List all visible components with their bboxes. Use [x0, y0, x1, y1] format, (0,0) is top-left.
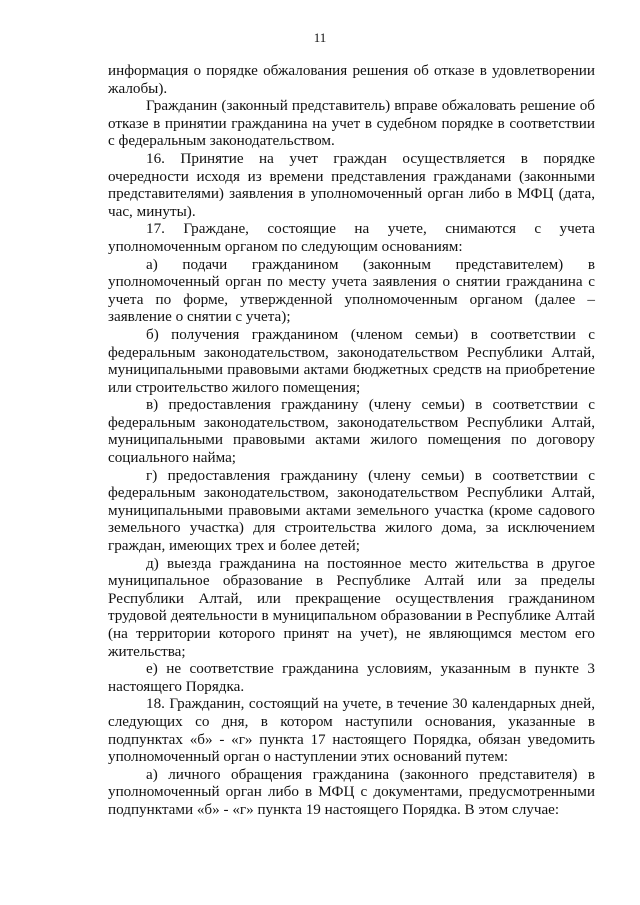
paragraph-16: 16. Принятие на учет граждан осуществляется в порядке очередности исходя из времени представления гражданами (законными представителями) заявления в уполномоченный орган либо в МФЦ (дата, час, минуты).	[108, 149, 595, 220]
paragraph-continuation: информация о порядке обжалования решения об отказе в удовлетворении жалобы).	[108, 62, 595, 97]
paragraph-17: 17. Граждане, состоящие на учете, снимаются с учета уполномоченным органом по следующим основаниям:	[108, 220, 595, 255]
paragraph-17-g: г) предоставления гражданину (члену семьи) в соответствии с федеральным законодательством, законодательством Республики Алтай, муниципальными правовыми актами земельного участка (кроме садового земельного участка) для строительства жилого дома, за исключением граждан, имеющих трех и более детей;	[108, 466, 595, 555]
paragraph-18-a: а) личного обращения гражданина (законного представителя) в уполномоченный орган либо в МФЦ с документами, предусмотренными подпунктами «б» - «г» пункта 19 настоящего Порядка. В этом случае:	[108, 765, 595, 818]
paragraph-17-e: е) не соответствие гражданина условиям, указанным в пункте 3 настоящего Порядка.	[108, 660, 595, 695]
document-body	[108, 62, 595, 819]
paragraph-appeal-right: Гражданин (законный представитель) вправе обжаловать решение об отказе в принятии гражданина на учет в судебном порядке в соответствии с федеральным законодательством.	[108, 97, 595, 150]
paragraph-17-d: д) выезда гражданина на постоянное место жительства в другое муниципальное образование в Республике Алтай или за пределы Республики Алтай, или прекращение осуществления гражданином трудовой деятельности в муниципальном образовании в Республике Алтай (на территории которого принят на учет), не являющимся местом его жительства;	[108, 554, 595, 660]
paragraph-18: 18. Гражданин, состоящий на учете, в течение 30 календарных дней, следующих со дня, в котором наступили основания, указанные в подпунктах «б» - «г» пункта 17 настоящего Порядка, обязан уведомить уполномоченный орган о наступлении этих оснований путем:	[108, 695, 595, 766]
paragraph-17-a: а) подачи гражданином (законным представителем) в уполномоченный орган по месту учета заявления о снятии гражданина с учета по форме, утвержденной уполномоченным органом (далее – заявление о снятии с учета);	[108, 255, 595, 326]
paragraph-17-v: в) предоставления гражданину (члену семьи) в соответствии с федеральным законодательством, законодательством Республики Алтай, муниципальными правовыми актами жилого помещения по договору социального найма;	[108, 396, 595, 467]
page-number: 11	[313, 30, 327, 45]
paragraph-17-b: б) получения гражданином (членом семьи) в соответствии с федеральным законодательством, законодательством Республики Алтай, муниципальными правовыми актами бюджетных средств на приобретение или строительство жилого помещения;	[108, 325, 595, 396]
